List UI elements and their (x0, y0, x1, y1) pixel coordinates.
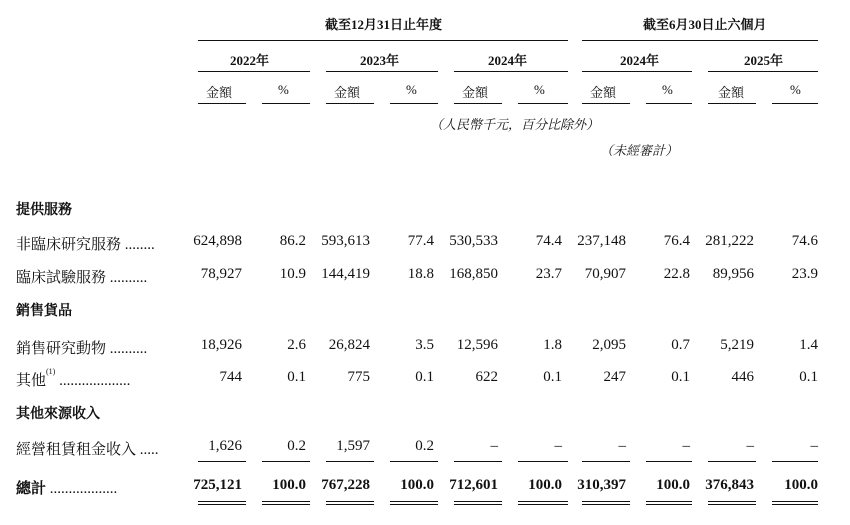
percent-cell: 23.7 (535, 266, 562, 282)
dot-leader: ................... (55, 373, 131, 389)
year-rule-2024-interim (582, 71, 692, 72)
amount-cell: 281,222 (705, 233, 754, 249)
total-double-rule (390, 501, 438, 505)
year-rule-2024 (454, 71, 568, 72)
sub-rule (646, 103, 692, 104)
amount-cell: 144,419 (321, 266, 370, 282)
sum-rule (772, 461, 818, 462)
amount-header: 金額 (590, 85, 617, 100)
percent-cell: 0.1 (671, 369, 690, 385)
sub-rule (326, 103, 374, 104)
percent-cell: 0.1 (799, 369, 818, 385)
year-header-2023: 2023年 (360, 53, 400, 68)
percent-cell: 100.0 (784, 477, 818, 493)
row-label (16, 266, 147, 287)
amount-header: 金額 (718, 85, 745, 100)
row-label-text: 銷售研究動物 (16, 341, 107, 357)
percent-cell: 0.1 (543, 369, 562, 385)
total-double-rule (708, 501, 756, 505)
amount-cell: 775 (347, 369, 370, 385)
row-label-text: 總計 (16, 481, 47, 497)
header-group-interim-rule (582, 40, 818, 41)
amount-header: 金額 (206, 85, 233, 100)
sub-rule (708, 103, 756, 104)
percent-cell: 1.8 (543, 337, 562, 353)
percent-cell: 100.0 (656, 477, 690, 493)
dot-leader: .......... (106, 341, 148, 357)
percent-cell: 0.2 (415, 438, 434, 454)
sub-rule (772, 103, 818, 104)
dot-leader: .......... (106, 270, 148, 286)
unit-note: （人民幣千元，百分比除外） (430, 117, 600, 132)
row-label (16, 337, 147, 358)
percent-cell: 22.8 (663, 266, 690, 282)
sum-rule (390, 461, 438, 462)
row-label (16, 438, 159, 459)
amount-cell: 2,095 (592, 337, 626, 353)
sub-rule (198, 103, 246, 104)
total-double-rule (262, 501, 310, 505)
amount-cell: – (746, 438, 754, 454)
sub-rule (582, 103, 630, 104)
amount-cell: 5,219 (720, 337, 754, 353)
sum-rule (326, 461, 374, 462)
row-label-text: 非臨床研究服務 (16, 237, 122, 253)
amount-cell: – (490, 438, 498, 454)
header-group-annual-rule (198, 40, 568, 41)
percent-cell: 2.6 (287, 337, 306, 353)
total-double-rule (326, 501, 374, 505)
percent-cell: 100.0 (272, 477, 306, 493)
amount-cell: 1,597 (336, 438, 370, 454)
year-rule-2023 (326, 71, 438, 72)
amount-cell: 26,824 (328, 337, 370, 353)
amount-cell: 310,397 (577, 477, 626, 493)
year-header-2024-interim: 2024年 (620, 53, 660, 68)
percent-cell: 76.4 (663, 233, 690, 249)
dot-leader: ..... (136, 442, 159, 458)
amount-header: 金額 (334, 85, 361, 100)
sub-rule (390, 103, 438, 104)
amount-cell: 622 (475, 369, 498, 385)
pct-header: % (662, 82, 673, 97)
section-goods: 銷售貨品 (16, 304, 72, 319)
row-label (16, 369, 130, 390)
amount-cell: 237,148 (577, 233, 626, 249)
sum-rule (582, 461, 630, 462)
percent-cell: 100.0 (528, 477, 562, 493)
amount-cell: 744 (219, 369, 242, 385)
amount-cell: 168,850 (449, 266, 498, 282)
row-label-text: 臨床試驗服務 (16, 270, 107, 286)
percent-cell: 3.5 (415, 337, 434, 353)
total-double-rule (198, 501, 246, 505)
sub-rule (454, 103, 502, 104)
dot-leader: .................. (46, 481, 118, 497)
section-services: 提供服務 (16, 203, 72, 218)
percent-cell: 18.8 (407, 266, 434, 282)
amount-cell: 18,926 (200, 337, 242, 353)
sum-rule (518, 461, 568, 462)
amount-cell: 70,907 (584, 266, 626, 282)
total-double-rule (518, 501, 568, 505)
header-group-annual: 截至12月31日止年度 (325, 17, 443, 32)
header-group-interim: 截至6月30日止六個月 (643, 17, 767, 32)
sum-rule (646, 461, 692, 462)
year-header-2022: 2022年 (230, 53, 270, 68)
percent-cell: 0.1 (287, 369, 306, 385)
amount-cell: 624,898 (193, 233, 242, 249)
year-rule-2025-interim (708, 71, 818, 72)
percent-cell: 77.4 (407, 233, 434, 249)
amount-cell: 89,956 (712, 266, 754, 282)
year-header-2025-interim: 2025年 (744, 53, 784, 68)
year-header-2024: 2024年 (488, 53, 528, 68)
footnote-marker: (1) (46, 367, 56, 376)
amount-cell: 1,626 (208, 438, 242, 454)
percent-cell: 86.2 (279, 233, 306, 249)
total-double-rule (582, 501, 630, 505)
amount-header: 金額 (462, 85, 489, 100)
percent-cell: 1.4 (799, 337, 818, 353)
percent-cell: 23.9 (791, 266, 818, 282)
amount-cell: 12,596 (456, 337, 498, 353)
total-double-rule (646, 501, 692, 505)
amount-cell: – (618, 438, 626, 454)
amount-cell: 767,228 (321, 477, 370, 493)
amount-cell: 712,601 (449, 477, 498, 493)
percent-cell: 0.1 (415, 369, 434, 385)
sub-rule (262, 103, 310, 104)
year-rule-2022 (198, 71, 310, 72)
row-label (16, 233, 155, 254)
percent-cell: 100.0 (400, 477, 434, 493)
amount-cell: 725,121 (193, 477, 242, 493)
amount-cell: 530,533 (449, 233, 498, 249)
total-double-rule (454, 501, 502, 505)
amount-cell: 78,927 (200, 266, 242, 282)
percent-cell: 0.2 (287, 438, 306, 454)
total-double-rule (772, 501, 818, 505)
pct-header: % (534, 82, 545, 97)
unaudited-note: （未經審計） (600, 143, 679, 158)
sum-rule (708, 461, 756, 462)
amount-cell: 446 (731, 369, 754, 385)
amount-cell: 247 (603, 369, 626, 385)
row-label-text: 其他 (16, 373, 47, 389)
row-label-text: 經營租賃租金收入 (16, 442, 137, 458)
sum-rule (198, 461, 246, 462)
pct-header: % (790, 82, 801, 97)
percent-cell: – (810, 438, 818, 454)
percent-cell: 10.9 (279, 266, 306, 282)
sub-rule (518, 103, 568, 104)
percent-cell: 74.4 (535, 233, 562, 249)
total-label (16, 477, 117, 498)
amount-cell: 376,843 (705, 477, 754, 493)
section-other-income: 其他來源收入 (16, 407, 100, 422)
amount-cell: 593,613 (321, 233, 370, 249)
percent-cell: 74.6 (791, 233, 818, 249)
sum-rule (262, 461, 310, 462)
percent-cell: – (682, 438, 690, 454)
pct-header: % (406, 82, 417, 97)
percent-cell: – (554, 438, 562, 454)
dot-leader: ........ (121, 237, 155, 253)
sum-rule (454, 461, 502, 462)
percent-cell: 0.7 (671, 337, 690, 353)
pct-header: % (278, 82, 289, 97)
